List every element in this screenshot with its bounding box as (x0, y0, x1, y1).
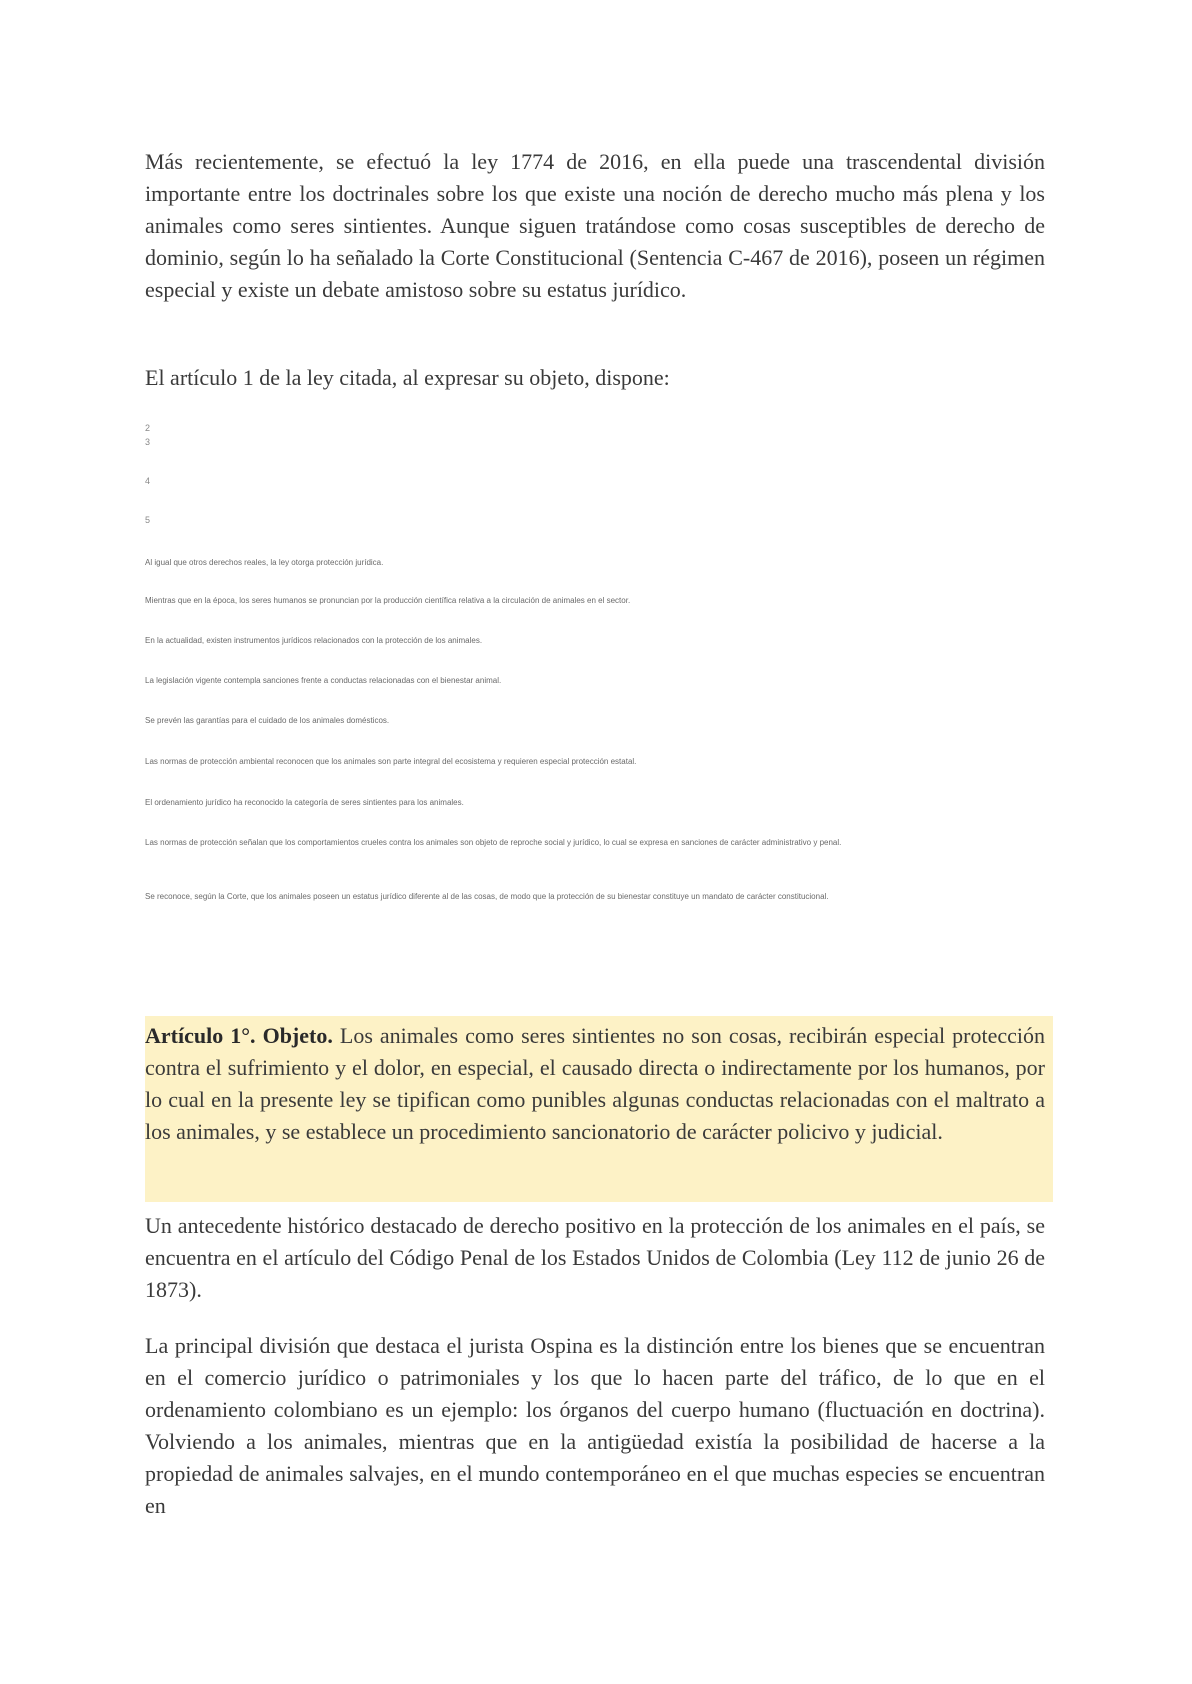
footnote-line: La legislación vigente contempla sanciones frente a conductas relacionadas con el bienestar animal. (145, 676, 502, 685)
article-lead-paragraph: El artículo 1 de la ley citada, al expresar su objeto, dispone: (145, 365, 670, 390)
footnote-marker: 3 (145, 437, 151, 447)
article-quote-highlight (145, 1016, 1053, 1202)
footnote-marker: 2 (145, 423, 151, 433)
footnote-marker: 4 (145, 476, 151, 486)
distinction-paragraph: La principal división que destaca el jurista Ospina es la distinción entre los bienes que se encuentran en el comercio jurídico o patrimoniales y los que lo hacen parte del tráfico, de lo que en el ordenamiento colombiano es un ejemplo: los órganos del cuerpo humano (fluctuación en doctrina). Volviendo a los animales, mientras que en la antigüedad existía la posibilidad de hacerse a la propiedad de animales salvajes, en el mundo contemporáneo en el que muchas especies se encuentran en (145, 1333, 1045, 1518)
article-quote (145, 1020, 1045, 1148)
footnote-line: En la actualidad, existen instrumentos jurídicos relacionados con la protección de los animales. (145, 636, 483, 645)
footnote-line: Se reconoce, según la Corte, que los animales poseen un estatus jurídico diferente al de las cosas, de modo que la protección de su bienestar constituye un mandato de carácter constitucional. (145, 892, 829, 901)
article-body: Los animales como seres sintientes no son cosas, recibirán especial protección contra el sufrimiento y el dolor, en especial, el causado directa o indirectamente por los humanos, por lo cual en la presente ley se tipifican como punibles algunas conductas relacionadas con el maltrato a los animales, y se establece un procedimiento sancionatorio de carácter policivo y judicial. (145, 1023, 1045, 1144)
footnote-marker: 5 (145, 515, 151, 525)
footnote-line: Las normas de protección ambiental reconocen que los animales son parte integral del ecosistema y requieren especial protección estatal. (145, 757, 637, 766)
footnote-line: Al igual que otros derechos reales, la ley otorga protección jurídica. (145, 558, 384, 567)
footnote-line: Las normas de protección señalan que los comportamientos crueles contra los animales son objeto de reproche social y jurídico, lo cual se expresa en sanciones de carácter administrativo y penal. (145, 838, 842, 847)
footnote-line: Mientras que en la época, los seres humanos se pronuncian por la producción científica relativa a la circulación de animales en el sector. (145, 596, 631, 605)
article-title: Artículo 1°. Objeto. (145, 1023, 333, 1048)
footnote-line: El ordenamiento jurídico ha reconocido la categoría de seres sintientes para los animales. (145, 798, 464, 807)
footnote-line: Se prevén las garantías para el cuidado de los animales domésticos. (145, 716, 390, 725)
history-paragraph: Un antecedente histórico destacado de derecho positivo en la protección de los animales en el país, se encuentra en el artículo del Código Penal de los Estados Unidos de Colombia (Ley 112 de junio 26 de 1873). (145, 1213, 1045, 1302)
intro-paragraph: Más recientemente, se efectuó la ley 1774 de 2016, en ella puede una trascendental división importante entre los doctrinales sobre los que existe una noción de derecho mucho más plena y los animales como seres sintientes. Aunque siguen tratándose como cosas susceptibles de derecho de dominio, según lo ha señalado la Corte Constitucional (Sentencia C-467 de 2016), poseen un régimen especial y existe un debate amistoso sobre su estatus jurídico. (145, 149, 1045, 302)
